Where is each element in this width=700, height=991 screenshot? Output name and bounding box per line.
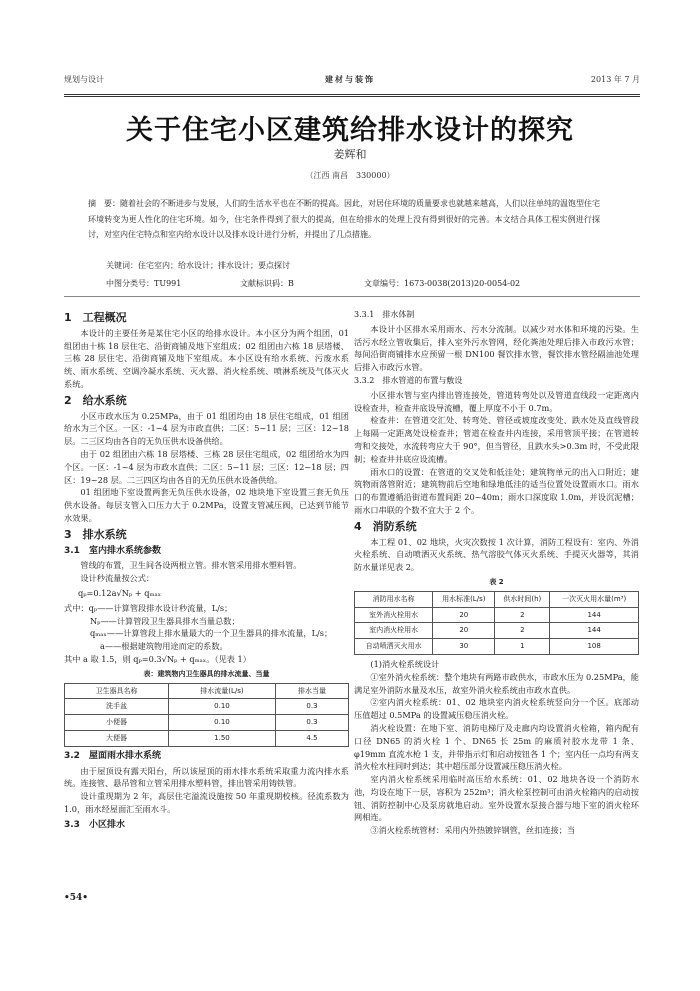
table-2-header: 供水时间(h) [495,591,550,607]
table-1-caption: 表：建筑物内卫生器具的排水流量、当量 [143,669,270,678]
formula-def-a: a——根据建筑物用途而定的系数。 [100,641,228,652]
table-row [355,607,639,623]
table-cell: 0.10 [168,715,275,731]
header-rule [64,94,640,95]
table-cell: 洗手盆 [65,699,169,715]
flow-intro: 设计秒流量按公式： [80,573,155,584]
table-cell: 144 [550,623,639,639]
table-cell: 0.10 [168,699,275,715]
table-cell: 小便器 [65,715,169,731]
left-column [64,308,349,833]
table-cell: 20 [433,623,495,639]
table-cell: 自动喷洒灭火用水 [355,639,433,655]
section-3-2-text-2: 设计重现期为 2 年，高层住宅溢流设施按 50 年重现期校核。径流系数为 1.0，雨水经屋面汇至雨水斗。 [64,791,349,814]
section-4-heading: 4 消防系统 [354,519,417,533]
section-1-heading: 1 工程概况 [64,311,127,324]
formula-def-qp: 式中：qₚ——计算管段排水设计秒流量，L/s； [64,602,233,613]
section-3-3-1-heading: 3.3.1 排水体制 [354,310,415,319]
table-cell: 大便器 [65,730,169,746]
author: 姜辉和 [333,148,367,161]
table-cell: 30 [433,639,495,655]
abstract: 摘 要：随着社会的不断进步与发展，人们的生活水平也在不断的提高。因此，对居住环境的质量要求也就越来越高，人们以往单纯的温饱型住宅环境转变为更人性化的住宅环境。如今，住宅条件得到了很大的提高，但在给排水的处理上没有得到很好的完善。本文结合具体工程实例进行探讨，对室内住宅特点和室内给水设计以及排水设计进行分析，并提出了几点措施。 [88,199,600,239]
section-3-1-heading: 3.1 室内排水系统参数 [64,545,161,556]
table-cell: 1 [495,639,550,655]
table-1-header: 排水当量 [275,683,348,699]
fire-text-1: ①室外消火栓系统：整个地块有两路市政供水，市政水压为 0.25MPa，能满足室外消防水量及水压，故室外消火栓系统由市政水直供。 [354,671,639,695]
table-row [65,730,349,746]
fire-text-4: 室内消火栓系统采用临时高压给水系统：01、02 地块各设一个消防水池，均设在地下一层，容积为 252m³；消火栓泵控制可由消火栓箱内的启动按钮、消防控制中心及泵房就地启动。室外设置水泵接合器与地下室的消火栓环网相连。 [354,774,639,823]
table-row [65,715,349,731]
table-row [355,623,639,639]
fire-text-2: ②室内消火栓系统：01、02 地块室内消火栓系统竖向分一个区。底部动压值超过 0.5MPa 的设置减压稳压消火栓。 [354,697,639,721]
journal-section: 规划与设计 [64,75,104,84]
section-3-3-heading: 3.3 小区排水 [64,819,125,830]
fire-hydrant-subheading: (1)消火栓系统设计 [370,658,440,669]
formula-def-np: Nₚ——计算管段卫生器具排水当量总数； [90,615,240,626]
issue-date: 2013 年 7 月 [590,75,640,84]
section-2-text-2: 由于 02 组团由六栋 18 层塔楼、三栋 28 层住宅组成，02 组团给水为四个区。一区：-1~4 层为市政水直供；二区：5~11 层；三区：12~18 层；四区：19~28 层。二三四区均由各自的无负压供水设备供给。 [64,448,349,485]
section-3-3-2-text-1: 小区排水管与室内排出管连接处，管道转弯处以及管道直线段一定距离内设检查井，检查井底设导流槽，覆上厚度不小于 0.7m。 [354,389,639,413]
section-3-3-1-text: 本设计小区排水采用雨水、污水分流制。以减少对水体和环境的污染。生活污水经立管收集后，排入室外污水管网，经化粪池处理后排入市政污水管；每间沿街商铺排水应预留一根 DN100 餐饮排水管，餐饮排水管经隔油池处理后排入市政污水管。 [354,323,639,373]
keywords: 关键词：住宅室内；给水设计；排水设计；要点探讨 [106,261,290,270]
section-3-heading: 3 排水系统 [64,527,127,541]
section-3-2-text-1: 由于屋顶设有露天阳台，所以该屋顶的雨水排水系统采取重力流内排水系统。连接管、悬吊管和立管采用排水塑料管，排出管采用铸铁管。 [64,765,349,789]
table-cell: 4.5 [275,730,348,746]
article-title: 关于住宅小区建筑给排水设计的探究 [126,115,574,146]
table-cell: 2 [495,623,550,639]
formula-def-result: 其中 a 取 1.5，则 qₚ=0.3√Nₚ + qₘₐₓ。（见表 1） [64,653,251,664]
table-row [355,639,639,655]
section-3-1-text: 管线的布置，卫生间各设两根立管。排水管采用排水塑料管。 [80,560,302,571]
table-cell: 2 [495,607,550,623]
fire-text-3: 消火栓设置：在地下室、消防电梯厅及走廊内均设置消火栓箱，箱内配有口径 DN65 的消火栓 1 个、DN65 长 25m 的麻质衬胶水龙带 1 条、φ19mm 直流水枪 1 支，并带指示灯和启动按钮各 1 个；室内任一点均有两支消火栓水柱同时到达；其中超压部分设置减压稳压消火栓。 [354,722,639,772]
header-rule-thin [64,96,640,97]
document-code: 文献标识码：B [240,279,294,288]
right-column [354,308,639,837]
table-2-header: 消防用水名称 [355,591,433,607]
table-cell: 144 [550,607,639,623]
flow-formula: qₚ=0.12a√Nₚ + qₘₐₓ [78,587,162,598]
section-3-3-2-text-3: 雨水口的设置：在管道的交叉处和低洼处；建筑物单元的出入口附近；建筑物雨落管附近；建筑物前后空地和绿地低洼的适当位置处设置雨水口。雨水口的布置遵循沿街道布置间距 20~40m；雨水口深度取 1.0m，并设沉泥槽；雨水口串联的个数不宜大于 2 个。 [354,466,639,515]
table-row [65,699,349,715]
formula-def-qmax: qₘₐₓ——计算管段上排水量最大的一个卫生器具的排水流量，L/s； [90,628,333,639]
table-cell: 室外消火栓用水 [355,607,433,623]
table-2 [354,591,639,655]
table-1 [64,683,349,747]
table-1-header: 排水流量(L/s) [168,683,275,699]
fire-text-5: ③消火栓系统管材：采用内外热镀锌钢管，丝扣连接；当 [370,825,576,836]
table-cell: 1.50 [168,730,275,746]
section-2-text-3: 01 组团地下室设置两套无负压供水设备，02 地块地下室设置三套无负压供水设备。每层支管入口压力大于 0.2MPa，设置支管减压阀，已达到节能节水效果。 [64,487,349,523]
section-2-heading: 2 给水系统 [64,393,127,407]
clc-number: 中图分类号：TU991 [106,279,182,288]
section-3-2-heading: 3.2 屋面雨水排水系统 [64,750,161,761]
page-number: •54• [64,893,89,903]
table-cell: 108 [550,639,639,655]
table-2-header: 用水标准(L/s) [433,591,495,607]
section-4-text: 本工程 01、02 地块，火灾次数按 1 次计算，消防工程设有：室内、外消火栓系统、自动喷洒灭火系统、热气溶胶气体灭火系统、手提灭火器等，其消防水量详见表 2。 [354,536,639,573]
table-cell: 室内消火栓用水 [355,623,433,639]
table-cell: 0.3 [275,715,348,731]
affiliation: （江西 南昌 330000） [305,171,395,180]
section-1-text: 本设计的主要任务是某住宅小区的给排水设计。本小区分为两个组团，01 组团由十栋 18 层住宅、沿街商铺及地下室组成；02 组团由六栋 18 层塔楼、三栋 28 层住宅、沿街商铺及地下室组成。本小区设有给水系统、污废水系统、雨水系统、空调冷凝水系统、灭火器、消火栓系统、喷淋系统及气体灭火系统。 [64,327,349,389]
table-2-header: 一次灭火用水量(m³) [550,591,639,607]
table-cell: 0.3 [275,699,348,715]
journal-name: 建材与装饰 [325,74,375,84]
table-1-header: 卫生器具名称 [65,683,169,699]
section-3-3-2-text-2: 检查井：在管道交汇处、转弯处、管径或坡度改变处、跌水处及直线管段上每隔一定距离处设检查井；管道在检查井内连接，采用管顶平接；在管道转弯和交接处，水流转弯应大于 90°，但当管径，且跌水头>0.3m 时，不受此限制；检查井井底应设流槽。 [354,415,639,464]
abstract-divider [64,296,640,297]
table-2-caption: 表 2 [489,577,504,586]
section-2-text-1: 小区市政水压为 0.25MPa，由于 01 组团均由 18 层住宅组成，01 组团给水为三个区。一区：-1~4 层为市政直供；二区：5~11 层；三区：12~18 层。二三区均由各自的无负压供水设备供给。 [64,410,349,447]
table-cell: 20 [433,607,495,623]
section-3-3-2-heading: 3.3.2 排水管道的布置与敷设 [354,375,463,385]
article-number: 文章编号：1673-0038(2013)20-0054-02 [364,279,521,288]
